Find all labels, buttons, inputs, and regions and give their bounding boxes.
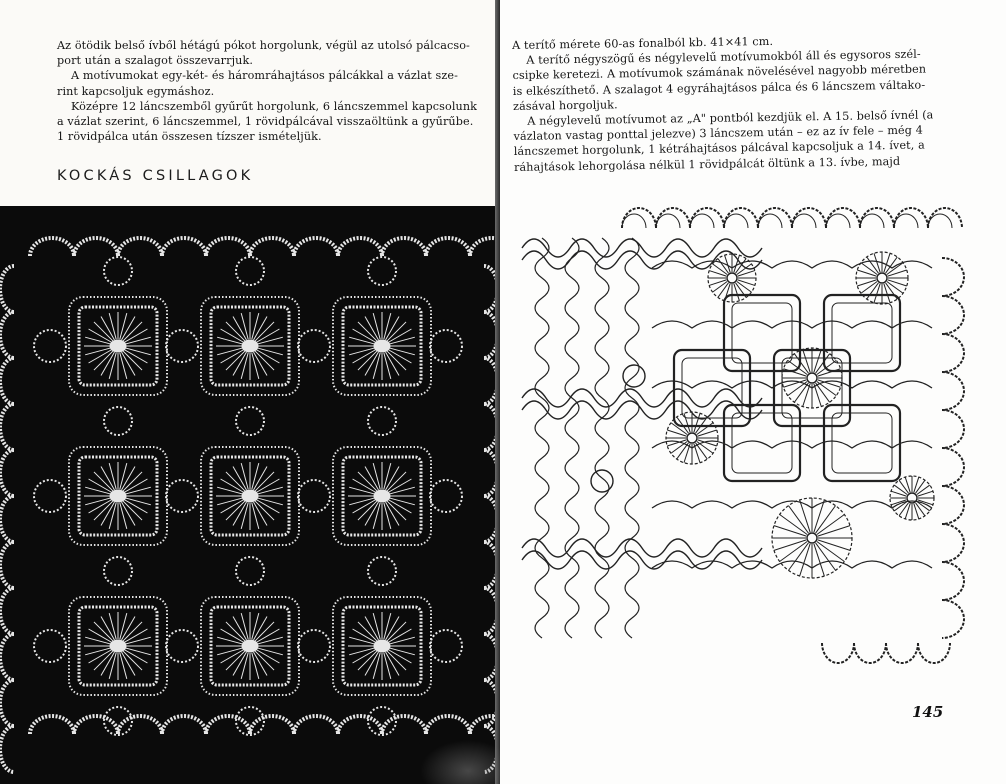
lace-spoke [349,487,375,494]
lace-spoke [241,463,248,489]
rosette-spoke [667,430,686,436]
lace-spoke [373,613,380,639]
lace-spoke [125,487,151,494]
lace-spoke [389,498,415,505]
lace-ring [368,257,396,285]
lace-spoke [120,653,127,679]
lace-spoke [125,648,151,655]
lace-spoke [389,337,415,344]
right-paragraph-3: A négylevelű motívumot az „A" pontból kezdjük el. A 15. belső ívnél (a vázlaton vastag ponttal jelezve) 3 láncszem után – ez az ív fele – még 4 láncszemet horgolunk, 1 kétráhajtásos pálcával kapcsoljuk a 14. ívet, a ráhajtások lehorgolása nélkül 1 rövidpálcát öltünk a 13. ívbe, majd [513,108,934,174]
lace-spoke [241,353,248,379]
lace-spoke [85,348,111,355]
lace-spoke [85,337,111,344]
lace-scallop [382,238,426,256]
lace-centre [374,490,390,502]
chart-scallop [942,334,964,372]
rosette-spoke [803,384,810,407]
lace-centre [110,640,126,652]
chart-scallop [854,643,886,663]
lace-spoke [120,463,127,489]
lace-ring [34,330,66,362]
braid-line [625,238,639,638]
chart-scallop [656,208,690,228]
lace-spoke [109,653,116,679]
section-heading: KOCKÁS CSILLAGOK [57,168,254,184]
right-page-text [512,31,936,174]
chart-scallop [942,486,964,524]
lace-centre [242,640,258,652]
lace-scallop [250,238,294,256]
lace-scallop [0,404,14,450]
lace-scallop [250,716,294,734]
lace-ring [298,480,330,512]
lace-centre [110,490,126,502]
rosette-centre [807,533,817,543]
lace-centre [110,340,126,352]
lace-spoke [217,487,243,494]
lace-spoke [257,648,283,655]
chart-connector [652,501,932,508]
lace-spoke [217,648,243,655]
lace-scallop [0,450,14,496]
scan-shadow [420,740,500,784]
lace-ring [430,480,462,512]
lace-spoke [257,637,283,644]
rosette-spoke [803,349,810,372]
left-paragraph-2: A motívumokat egy-két- és háromráhajtásos pálcákkal a vázlat sze-rint kapcsoljuk egymáshoz. [57,69,458,98]
lace-spoke [241,653,248,679]
chart-area [622,208,964,663]
chart-scallop [826,208,860,228]
braid-line [522,539,762,557]
lace-scallop [426,716,470,734]
lace-spoke [125,348,151,355]
chart-scallop-inner [758,214,782,228]
lace-scallop [74,716,118,734]
lace-spoke [384,503,391,529]
lace-spoke [384,653,391,679]
lace-scallop [294,716,338,734]
chart-scallop [886,643,918,663]
chart-scallop [928,208,962,228]
chart-square-inner [732,303,792,363]
lace-spoke [217,348,243,355]
lace-spoke [85,498,111,505]
rosette-spoke [884,253,890,272]
lace-spoke [349,348,375,355]
lace-spoke [384,463,391,489]
rosette-spoke [684,413,690,432]
lace-scallop [0,726,14,772]
lace-spoke [109,503,116,529]
lace-spoke [217,637,243,644]
lace-group [0,238,497,772]
left-paragraph-1: Az ötödik belső ívből hétágú pókot horgolunk, végül az utolsó pálcacso-port után a szalagot összevarrjuk. [57,39,470,68]
lace-spoke [257,487,283,494]
chart-scallop [942,296,964,334]
crochet-chart-illustration [512,198,972,678]
chart-scallop-inner [656,214,680,228]
rosette-spoke [814,384,821,407]
chart-scallop-inner [622,214,646,228]
chart-scallop [942,524,964,562]
chart-scallop-inner [690,214,714,228]
lace-spoke [389,348,415,355]
lace-scallop [206,716,250,734]
rosette-spoke [888,270,907,276]
lace-scallop [470,238,497,256]
rosette-centre [807,373,817,383]
lace-spoke [217,337,243,344]
lace-spoke [389,648,415,655]
lace-centre [242,340,258,352]
chart-scallop [942,258,964,296]
lace-spoke [373,463,380,489]
braid-line [522,551,762,569]
lace-spoke [257,498,283,505]
chart-scallop [942,410,964,448]
lace-scallop [0,588,14,634]
chart-scallop [942,372,964,410]
lace-ring [236,557,264,585]
chart-scallop [822,643,854,663]
lace-spoke [373,313,380,339]
lace-scallop [426,238,470,256]
lace-ring [104,557,132,585]
rosette-centre [727,273,737,283]
chart-scallop [622,208,656,228]
lace-ring [298,630,330,662]
lace-centre [374,640,390,652]
lace-spoke [384,353,391,379]
lace-ring [104,407,132,435]
lace-spoke [241,613,248,639]
chart-square-motif [674,350,750,426]
lace-centre [242,490,258,502]
lace-spoke [349,498,375,505]
rosette-spoke [698,430,717,436]
rosette-spoke [814,349,821,372]
chart-square-inner [832,303,892,363]
lace-spoke [252,503,259,529]
chart-scallop [860,208,894,228]
rosette-spoke [888,280,907,286]
ring-marker [591,470,613,492]
lace-ring [104,257,132,285]
lace-spoke [120,503,127,529]
lace-spoke [120,313,127,339]
lace-ring [368,557,396,585]
lace-ring [430,630,462,662]
left-page [0,0,500,784]
chart-scallop [758,208,792,228]
lace-scallop [0,312,14,358]
lace-spoke [389,637,415,644]
chart-scallop [894,208,928,228]
lace-scallop [0,680,14,726]
lace-spoke [85,648,111,655]
lace-ring [166,480,198,512]
chart-scallop [792,208,826,228]
lace-ring [236,407,264,435]
lace-spoke [373,653,380,679]
lace-spoke [109,313,116,339]
lace-spoke [109,353,116,379]
lace-spoke [241,503,248,529]
rosette-spoke [874,253,880,272]
chart-scallop-inner [860,214,884,228]
lace-ring [298,330,330,362]
lace-centre [374,340,390,352]
chart-scallop-inner [894,214,918,228]
chart-scallop [690,208,724,228]
lace-ring [236,257,264,285]
lace-scallop [162,238,206,256]
chart-scallop-inner [724,214,748,228]
chart-square-motif [724,295,800,371]
lace-spoke [257,337,283,344]
lace-ring [368,407,396,435]
lace-spoke [125,337,151,344]
lace-spoke [252,313,259,339]
lace-scallop [30,238,74,256]
rosette-centre [877,273,887,283]
lace-spoke [252,353,259,379]
lace-scallop [0,634,14,680]
lace-spoke [85,487,111,494]
lace-scallop [0,266,14,312]
chart-scallop [942,562,964,600]
lace-doily-photo [0,206,497,784]
crochet-chart-diagram [512,198,972,678]
lace-scallop [30,716,74,734]
lace-spoke [125,498,151,505]
lace-spoke [85,637,111,644]
right-paragraph-1: A terítő mérete 60-as fonalból kb. 41×41 cm. [512,34,774,52]
lace-spoke [252,613,259,639]
diagram-group [522,208,964,663]
lace-scallop [206,238,250,256]
rosette-centre [687,433,697,443]
chart-scallop-inner [826,214,850,228]
left-paragraph-3: Középre 12 láncszemből gyűrűt horgolunk, 6 láncszemmel kapcsolunk a vázlat szerint, 6 láncszemmel, 1 rövidpálcával visszaöltünk a gyűrűbe. 1 rövidpálca után összesen tízszer ismételjük. [57,99,477,144]
lace-spoke [252,653,259,679]
right-paragraph-2: A terítő négyszögű és négylevelű motívumokból áll és egysoros szél-csipke keretezi. A motívumok számának növelésével nagyobb méretben is elkészíthető. A szalagot 4 egyráhajtásos pálca és 6 láncszem váltako-zásával horgoljuk. [512,47,927,113]
lace-scallop [0,542,14,588]
lace-scallop [338,238,382,256]
chart-scallop [942,600,964,638]
lace-spoke [120,613,127,639]
lace-spoke [384,613,391,639]
lace-scallop [118,238,162,256]
braid-line [522,401,762,419]
braid-line [595,238,609,638]
lace-spoke [349,637,375,644]
braid-line [565,238,579,638]
lace-spoke [109,613,116,639]
lace-ring [34,480,66,512]
chart-scallop [918,643,950,663]
lace-spoke [241,313,248,339]
rosette-spoke [857,280,876,286]
lace-pattern-illustration [0,206,497,784]
lace-ring [430,330,462,362]
chart-scallop-inner [792,214,816,228]
lace-ring [166,630,198,662]
lace-spoke [349,648,375,655]
chart-square-motif [824,295,900,371]
lace-spoke [257,348,283,355]
lace-scallop [294,238,338,256]
lace-scallop [74,238,118,256]
lace-scallop [0,496,14,542]
rosette-spoke [884,284,890,303]
lace-spoke [252,463,259,489]
lace-scallop [0,358,14,404]
lace-spoke [349,337,375,344]
lace-ring [34,630,66,662]
lace-scallop [162,716,206,734]
left-page-text [57,38,477,144]
rosette-spoke [874,284,880,303]
lace-spoke [125,637,151,644]
chart-scallop [942,448,964,486]
lace-ring [166,330,198,362]
lace-spoke [389,487,415,494]
chart-scallop-inner [928,214,952,228]
lace-spoke [373,503,380,529]
lace-spoke [384,313,391,339]
chart-scallop [724,208,758,228]
braid-line [522,389,762,407]
lace-scallop [382,716,426,734]
lace-spoke [217,498,243,505]
braid-line [535,238,549,638]
rosette-spoke [857,270,876,276]
page-number: 145 [912,703,944,721]
lace-scallop [118,716,162,734]
lace-spoke [373,353,380,379]
lace-scallop [338,716,382,734]
lace-spoke [109,463,116,489]
lace-spoke [120,353,127,379]
